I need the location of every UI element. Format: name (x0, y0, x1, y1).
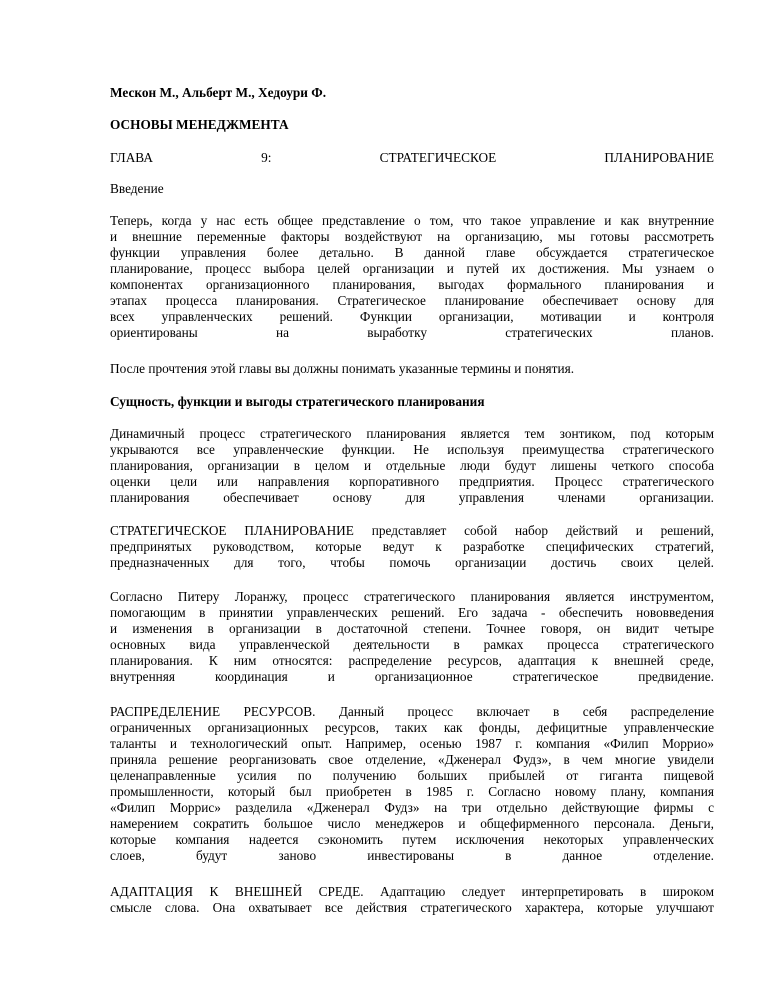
chapter-word: ГЛАВА (110, 150, 153, 165)
paragraph-terms (110, 361, 714, 377)
chapter-number: 9: (261, 150, 272, 165)
paragraph-line: и изменения в организации в достаточной степени. Точнее говоря, он видит четыре (110, 621, 714, 636)
paragraph-line: Согласно Питеру Лоранжу, процесс стратегического планирования является инструментом, (110, 589, 714, 604)
paragraph-line: планирования обеспечивает основу для управления членами организации. (110, 490, 714, 505)
paragraph-line: намерением сократить большое число менеджеров и общефирменного персонала. Деньги, (110, 816, 714, 831)
paragraph-line: которые компания надеется сэкономить путем исключения некоторых управленческих (110, 832, 714, 847)
paragraph-line: планирования, организации в целом и отдельные люди будут лишены четкого способа (110, 458, 714, 473)
paragraph-line: целенаправленные усилия по получению больших прибылей от гиганта пищевой (110, 768, 714, 783)
paragraph-line: планирование, процесс выбора целей организации и путей их достижения. Мы узнаем о (110, 261, 714, 276)
paragraph-lorange (110, 589, 714, 685)
paragraph-intro (110, 213, 714, 341)
author-line (110, 85, 714, 101)
paragraph-line: основных вида управленческой деятельности в рамках процесса стратегического (110, 637, 714, 652)
paragraph-line: АДАПТАЦИЯ К ВНЕШНЕЙ СРЕДЕ. Адаптацию следует интерпретировать в широком (110, 884, 714, 899)
paragraph-essence (110, 426, 714, 506)
intro-heading: Введение (110, 181, 164, 196)
paragraph-definition (110, 523, 714, 571)
paragraph-line: всех управленческих решений. Функции организации, мотивации и контроля (110, 309, 714, 324)
paragraph-line: РАСПРЕДЕЛЕНИЕ РЕСУРСОВ. Данный процесс включает в себя распределение (110, 704, 714, 719)
paragraph-line: Динамичный процесс стратегического планирования является тем зонтиком, под которым (110, 426, 714, 441)
intro-heading-line (110, 181, 714, 197)
paragraph-line: смысле слова. Она охватывает все действия стратегического характера, которые улучшают (110, 900, 714, 915)
paragraph-resources (110, 704, 714, 864)
chapter-heading (110, 150, 714, 166)
book-title-line (110, 117, 714, 133)
paragraph-line: внутренняя координация и организационное стратегическое предвидение. (110, 669, 714, 684)
paragraph-line: и внешние переменные факторы воздействуют на организацию, мы готовы рассмотреть (110, 229, 714, 244)
paragraph-line: СТРАТЕГИЧЕСКОЕ ПЛАНИРОВАНИЕ представляет собой набор действий и решений, (110, 523, 714, 538)
paragraph-line: ограниченных организационных ресурсов, таких как фонды, дефицитные управленческие (110, 720, 714, 735)
chapter-title-2: ПЛАНИРОВАНИЕ (604, 150, 714, 165)
paragraph-line: После прочтения этой главы вы должны понимать указанные термины и понятия. (110, 361, 575, 376)
paragraph-line: планирования. К ним относятся: распределение ресурсов, адаптация к внешней среде, (110, 653, 714, 668)
paragraph-line: предназначенных для того, чтобы помочь организации достичь своих целей. (110, 555, 714, 570)
paragraph-line: таланты и технологический опыт. Например, осенью 1987 г. компания «Филип Моррио» (110, 736, 714, 751)
paragraph-line: промышленности, который был приобретен в 1985 г. Согласно новому плану, компания (110, 784, 714, 799)
paragraph-line: компонентах организационного планирования, выгодах формального планирования и (110, 277, 714, 292)
paragraph-line: слоев, будут заново инвестированы в данное отделение. (110, 848, 714, 863)
paragraph-line: ориентированы на выработку стратегических планов. (110, 325, 714, 340)
paragraph-line: приняла решение реорганизовать свое отделение, «Дженерал Фудз», в чем многие увидели (110, 752, 714, 767)
paragraph-line: «Филип Моррис» разделила «Дженерал Фудз» на три отдельно действующие фирмы с (110, 800, 714, 815)
section-heading-line (110, 394, 714, 410)
paragraph-line: функции управления более детально. В данной главе обсуждается стратегическое (110, 245, 714, 260)
paragraph-adaptation (110, 884, 714, 916)
paragraph-line: Теперь, когда у нас есть общее представление о том, что такое управление и как внутренние (110, 213, 714, 228)
paragraph-line: предпринятых руководством, которые ведут к разработке специфических стратегий, (110, 539, 714, 554)
chapter-title-1: СТРАТЕГИЧЕСКОЕ (379, 150, 497, 165)
author: Мескон М., Альберт М., Хедоури Ф. (110, 85, 327, 100)
book-title: ОСНОВЫ МЕНЕДЖМЕНТА (110, 117, 289, 132)
paragraph-line: помогающим в принятии управленческих решений. Его задача - обеспечить нововведения (110, 605, 714, 620)
paragraph-line: этапах процесса планирования. Стратегическое планирование обеспечивает основу для (110, 293, 714, 308)
section-heading: Сущность, функции и выгоды стратегического планирования (110, 394, 485, 409)
paragraph-line: укрываются все управленческие функции. Не используя преимущества стратегического (110, 442, 714, 457)
paragraph-line: оценки цели или направления корпоративного предприятия. Процесс стратегического (110, 474, 714, 489)
